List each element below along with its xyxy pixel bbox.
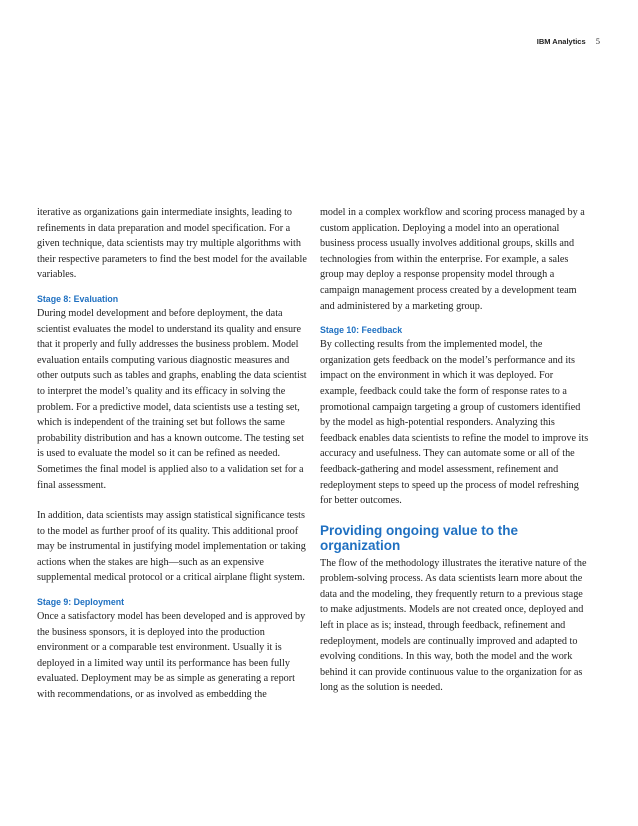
right-intro-paragraph: model in a complex workflow and scoring process managed by a custom application. Deploying a model into an operational business process usually involves additional groups, skills and technologies from within the enterprise. For example, a sales group may deploy a response propensity model through a campaign management process created by a development team and administered by a marketing group.	[320, 207, 585, 312]
right-column	[320, 205, 592, 696]
left-column	[37, 205, 309, 703]
stage-8-paragraph-1: During model development and before deployment, the data scientist evaluates the model to understand its quality and ensure that it properly and fully addresses the business problem. Model evaluation entails computing various diagnostic measures and other outputs such as tables and graphs, enabling the data scientist to interpret the model’s quality and its efficacy in solving the problem. For a predictive model, data scientists use a testing set, which is independent of the training set but follows the same probability distribution and has a known outcome. The testing set is used to evaluate the model so it can be refined as needed. Sometimes the final model is applied also to a validation set for a final assessment.	[37, 307, 307, 491]
stage-9-heading: Stage 9: Deployment	[37, 597, 125, 608]
stage-10-paragraph: By collecting results from the implemented model, the organization gets feedback on the model’s performance and its impact on the environment in which it was deployed. For example, feedback could take the form of response rates to a promotional campaign targeting a group of customers identified by the model as high-potential responders. Analyzing this feedback enables data scientists to refine the model to improve its accuracy and usefulness. They can automate some or all of the feedback-gathering and model assessment, refinement and redeployment steps to speed up the process of model refreshing for better outcomes.	[320, 339, 589, 507]
stage-9-paragraph: Once a satisfactory model has been developed and is approved by the business sponsors, it is deployed into the production environment or a comparable test environment. Usually it is deployed in a limited way until its performance has been fully evaluated. Deployment may be as simple as generating a report with recommendations, or as involved as embedding the	[37, 611, 306, 701]
stage-10-heading: Stage 10: Feedback	[320, 325, 403, 336]
ongoing-value-title: Providing ongoing value to the organization	[320, 522, 518, 554]
page-number: 5	[595, 36, 600, 46]
header-brand: IBM Analytics	[536, 37, 586, 46]
stage-8-paragraph-2: In addition, data scientists may assign statistical significance tests to the model as further proof of its quality. This additional proof may be instrumental in justifying model implementation or taking actions when the stakes are high—such as an expensive supplemental medical protocol or a critical airplane flight system.	[37, 510, 306, 584]
left-intro-paragraph: iterative as organizations gain intermediate insights, leading to refinements in data preparation and model specification. For a given technique, data scientists may try multiple algorithms with their respective parameters to find the best model for the available variables.	[37, 207, 307, 281]
page-header	[537, 36, 600, 46]
ongoing-value-paragraph: The flow of the methodology illustrates the iterative nature of the problem-solving process. As data scientists learn more about the data and the modeling, they frequently return to a previous stage to make adjustments. Models are not created once, deployed and left in place as is; instead, through feedback, refinement and redeployment, models are continually improved and adapted to evolving conditions. In this way, both the model and the work behind it can provide continuous value to the organization for as long as the solution is needed.	[320, 557, 587, 694]
stage-8-heading: Stage 8: Evaluation	[37, 293, 119, 304]
